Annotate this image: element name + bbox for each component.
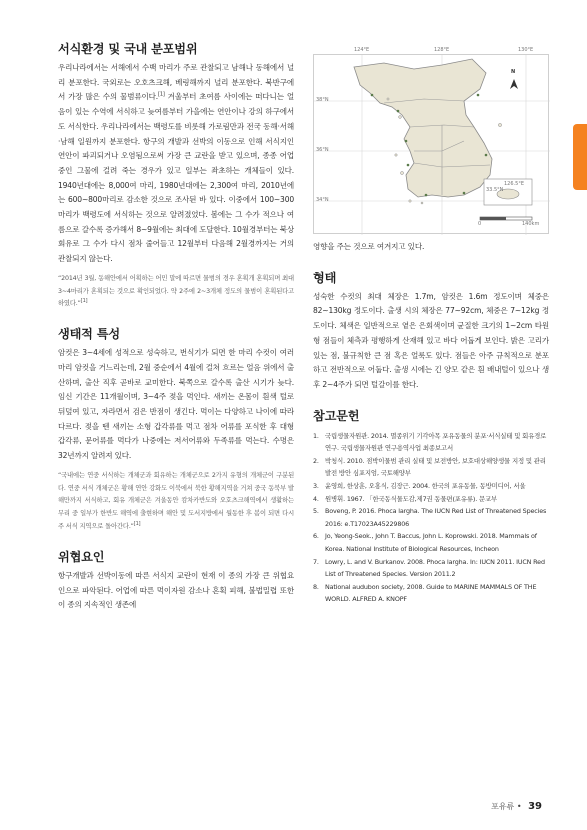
reference-number: 5. bbox=[313, 507, 319, 516]
reference-text: 국립생물자원관. 2014. 멸종위기 기각아목 포유동물의 분포·서식실태 및 회유경로 연구. 국립생물자원관 연구용역사업 최종보고서 bbox=[325, 431, 547, 453]
lon-label: 124°E bbox=[354, 47, 370, 53]
peninsula-landmass bbox=[354, 59, 492, 197]
page-footer bbox=[491, 801, 542, 812]
reference-number: 3. bbox=[313, 482, 319, 490]
reference-text: 원병휘. 1967. 「한국동식물도감,제7권 동물편(포유류). 문교부 bbox=[325, 494, 498, 503]
lat-label: 38°N bbox=[316, 97, 329, 103]
reference-item bbox=[313, 455, 549, 480]
reference-number: 2. bbox=[313, 456, 319, 465]
right-column bbox=[313, 47, 549, 606]
scale-label: 0 bbox=[478, 221, 482, 227]
reference-text: National audubon society, 2008. Guide to MARINE MAMMALS OF THE WORLD. ALFRED A. KNOPF bbox=[325, 582, 537, 604]
scale-label: 140km bbox=[522, 221, 540, 227]
morphology-body: 성숙한 수컷의 최대 체장은 1.7m, 암컷은 1.6m 정도이며 체중은 82~130kg 정도이다. 출생 시의 체장은 77~92cm, 체중은 7~12kg 정도이다. 체색은 일반적으로 옅은 은회색이며 균질한 크기의 1~2cm 타원형 점들이 체측과 평행하게 산재해 있고 바다 어둡게 보인다. 밝은 고리가 있는 점, 불규칙한 큰 점 혹은 얼룩도 있다. 점들은 아주 규칙적으로 분포하고 전반적으로 어둡다. 출생 시에는 긴 양모 같은 흰 배내털이 있으나 생후 2~4주가 되면 털갈이를 한다. bbox=[313, 291, 549, 389]
ecology-note: “국내에는 연중 서식하는 개체군과 회유하는 개체군으로 2가지 유형의 개체군이 구분된다. 연중 서식 개체군은 황해 연안 강화도 이북에서 북한 황해지역을 거쳐 중국 동북부 발해만까지 서식하고, 회유 개체군은 겨울동안 캄차카반도와 오호츠크해역에서 생활하는 무리 중 일부가 한반도 해역에 출현하며 해안 및 도서지방에서 월동한 후 봄이 되면 다시 주 서식 지역으로 돌아간다.”[1] bbox=[58, 471, 294, 531]
reference-item bbox=[313, 505, 549, 530]
reference-item bbox=[313, 581, 549, 606]
reference-item bbox=[313, 430, 549, 455]
footer-section: 포유류 bbox=[491, 802, 515, 811]
footer-dot: • bbox=[516, 802, 522, 811]
north-label: N bbox=[511, 69, 516, 75]
lon-label: 128°E bbox=[434, 47, 450, 53]
left-column bbox=[58, 40, 294, 613]
reference-number: 8. bbox=[313, 582, 319, 591]
reference-number: 4. bbox=[313, 494, 319, 503]
section-title-habitat: 서식환경 및 국내 분포범위 bbox=[58, 42, 198, 56]
citation: [1] bbox=[158, 91, 165, 98]
reference-item bbox=[313, 480, 549, 493]
distribution-map bbox=[313, 47, 549, 234]
continued-text: 영향을 주는 것으로 여겨지고 있다. bbox=[313, 242, 425, 251]
reference-number: 7. bbox=[313, 557, 319, 566]
reference-text: 윤영희, 한상훈, 오홍식, 김장근. 2004. 한국의 포유동물, 동방미디어, 서울 bbox=[325, 482, 526, 490]
habitat-note: “2014년 3월, 동해안에서 어획하는 어민 말에 따르면 물범의 경우 혼획개 혼획되며 최대 3~4마리가 혼획되는 것으로 확인되었다. 약 2주에 2~3개체 정도의 물범이 혼획된다고 하였다.”[1] bbox=[58, 274, 294, 308]
reference-text: Boveng, P. 2016. Phoca largha. The IUCN Red List of Threatened Species 2016: e.T17023A45229806 bbox=[325, 507, 547, 528]
chapter-tab bbox=[573, 124, 587, 190]
reference-item bbox=[313, 493, 549, 506]
north-arrow-icon bbox=[510, 79, 518, 89]
reference-text: 박청식. 2010. 점박이물범 관리 실태 및 보전방안, 보호대상해양생물 지정 및 관리 발전 방안 심포지엄, 국토해양부 bbox=[325, 456, 546, 478]
reference-text: Lowry, L. and V. Burkanov. 2008. Phoca largha. In: IUCN 2011. IUCN Red List of Threatened Species. Version 2011.2 bbox=[325, 557, 545, 579]
section-title-references: 참고문헌 bbox=[313, 408, 360, 423]
inset-lat-label: 33.5°N bbox=[486, 187, 504, 193]
habitat-body: 우리나라에서는 서해에서 수백 마리가 주로 관찰되고 남해나 동해에서 널리 분포한다. 국외로는 오호츠크해, 베링해까지 널리 분포한다. 북반구에서 가장 많은 수의 물범류이다.[1] 겨울부터 초여름 사이에는 떠다니는 얼음이 있는 수역에 서식하고 늦여름부터 가을에는 연안이나 강의 하구에서도 서식한다. 우리나라에서는 백령도를 비롯해 가로림만과 전국 동해·서해·남해 일원까지 분포한다. 항구의 개발과 선박의 이동으로 인해 서식지인 연안이 파괴되거나 오염됨으로써 가장 큰 교란을 받고 있으며, 종종 어업 중인 그물에 걸려 죽는 경우가 있고 일부는 좌초하는 개체들이 있다. 1940년대에는 8,000여 마리, 1980년대에는 2,300여 마리, 2010년에는 600~800마리로 감소한 것으로 조사된 바 있다. 이중에서 100~300마리가 백령도에 서식하는 것으로 알려졌었다. 봄에는 그 수가 적으나 여름으로 갈수록 증가해서 8~9월에는 최대에 도달한다. 10월경부터는 북상회유로 그 수가 다시 점차 줄어들고 12월부터 다음해 2월경까지는 거의 관찰되지 않는다. bbox=[58, 63, 294, 264]
reference-list bbox=[313, 430, 549, 606]
map-graphic bbox=[314, 55, 550, 235]
reference-number: 6. bbox=[313, 532, 319, 541]
threats-body: 항구개발과 선박이동에 따른 서식지 교란이 현재 이 종의 가장 큰 위협요인으로 파악된다. 어업에 따른 먹이자원 감소나 혼획 피해, 불법밀렵 또한 이 종의 지속적인 생존에 bbox=[58, 570, 294, 610]
inset-lon-label: 126.5°E bbox=[504, 181, 524, 187]
reference-text: Jo, Yeong-Seok., John T. Baccus, John L. Koprowski. 2018. Mammals of Korea. National Institute of Biological Resources, Incheon bbox=[325, 532, 537, 553]
lon-label: 130°E bbox=[518, 47, 534, 53]
page-number: 39 bbox=[528, 801, 542, 812]
reference-item bbox=[313, 556, 549, 581]
reference-item bbox=[313, 530, 549, 555]
section-title-ecology: 생태적 특성 bbox=[58, 327, 120, 342]
lat-label: 34°N bbox=[316, 197, 329, 203]
lat-label: 36°N bbox=[316, 147, 329, 153]
reference-number: 1. bbox=[313, 431, 319, 440]
section-title-morphology: 형태 bbox=[313, 270, 337, 285]
section-title-threats: 위협요인 bbox=[58, 549, 105, 564]
ecology-body: 암컷은 3~4세에 성적으로 성숙하고, 번식기가 되면 한 마리 수컷이 여러 마리 암컷을 거느리는데, 2월 중순에서 4월에 걸쳐 흐르는 얼음 위에서 출산하며, 출산 직후 곧바로 교미한다. 북쪽으로 갈수록 출산 시기가 늦다. 임신 기간은 11개월이며, 3~4주 젖을 먹인다. 새끼는 온몸이 흰색 털로 뒤덮여 있고, 자라면서 검은 반점이 생긴다. 먹이는 다양하고 나이에 따라 다르다. 젖을 뗀 새끼는 소형 갑각류를 먹고 점차 어류를 포식한 후 대형 갑각류, 문어류를 먹다가 나중에는 저서어류와 두족류를 먹는다. 수명은 32년까지 알려져 있다. bbox=[58, 348, 294, 461]
